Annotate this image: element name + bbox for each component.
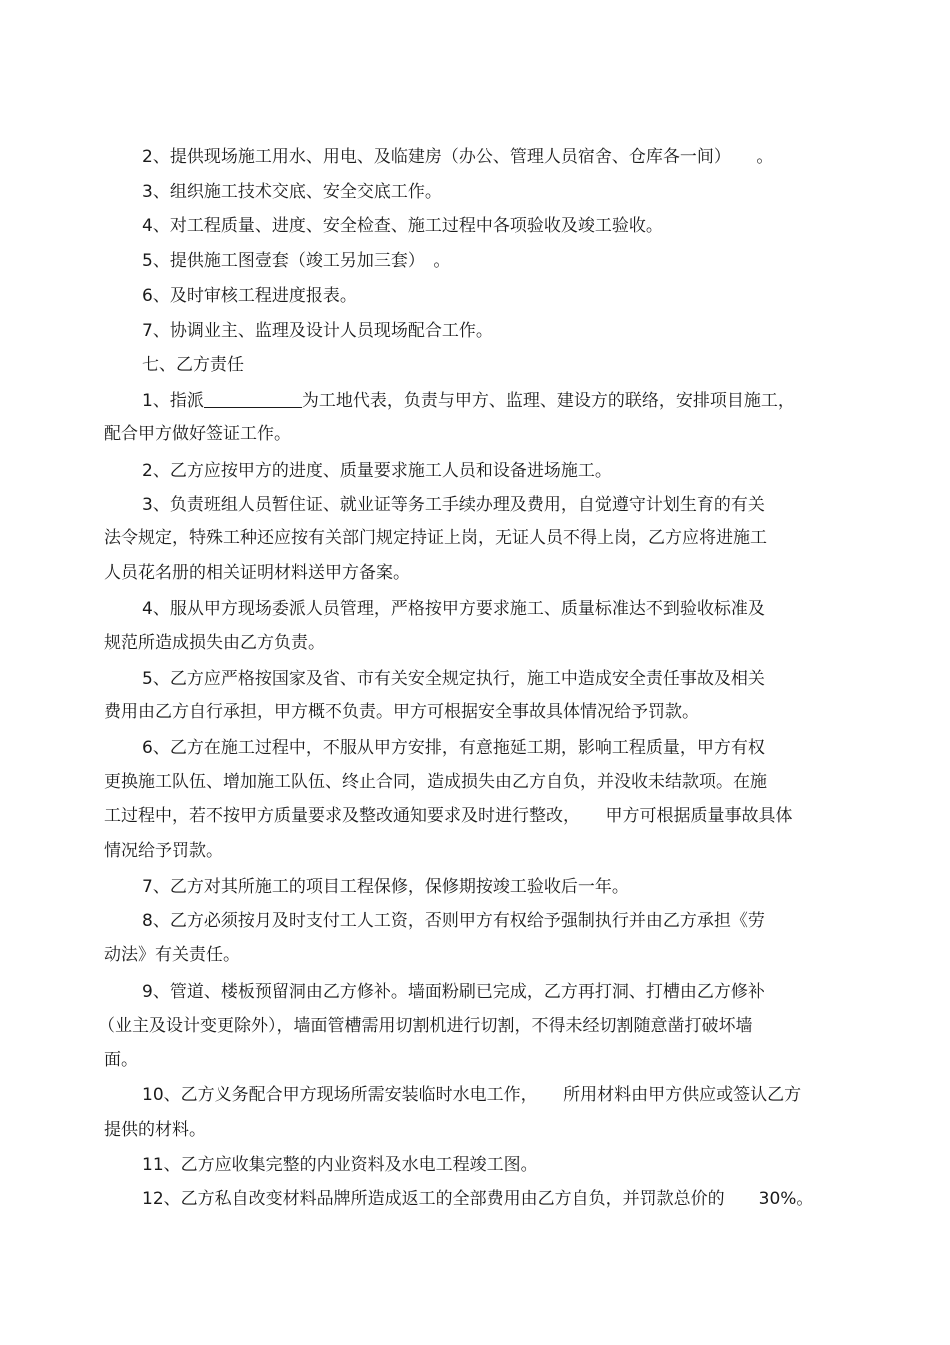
text-line	[142, 389, 795, 412]
text-line: 9、管道、楼板预留洞由乙方修补。墙面粉刷已完成，乙方再打洞、打槽由乙方修补	[142, 982, 765, 1002]
text-line: （业主及设计变更除外），墙面管槽需用切割机进行切割，不得未经切割随意凿打破坏墙	[98, 1016, 753, 1036]
text-line: 8、乙方必须按月及时支付工人工资，否则甲方有权给予强制执行并由乙方承担《劳	[142, 911, 765, 931]
text-line: 工过程中，若不按甲方质量要求及整改通知要求及时进行整改， 甲方可根据质量事故具体	[104, 806, 793, 826]
text-line: 更换施工队伍、增加施工队伍、终止合同，造成损失由乙方自负，并没收未结款项。在施	[104, 772, 767, 792]
fill-in-blank	[204, 389, 302, 408]
text-line: 5、提供施工图壹套（竣工另加三套） 。	[142, 251, 451, 271]
text-line: 7、协调业主、监理及设计人员现场配合工作。	[142, 321, 493, 341]
text-line: 提供的材料。	[104, 1120, 206, 1140]
text-line: 3、组织施工技术交底、安全交底工作。	[142, 182, 442, 202]
text-line: 4、对工程质量、进度、安全检查、施工过程中各项验收及竣工验收。	[142, 216, 663, 236]
text-line: 6、乙方在施工过程中，不服从甲方安排，有意拖延工期，影响工程质量，甲方有权	[142, 738, 765, 758]
section-heading: 七、乙方责任	[142, 355, 244, 375]
text-line: 配合甲方做好签证工作。	[104, 424, 291, 444]
text-line: 2、乙方应按甲方的进度、质量要求施工人员和设备进场施工。	[142, 461, 612, 481]
text-line: 规范所造成损失由乙方负责。	[104, 633, 325, 653]
text-line: 费用由乙方自行承担，甲方概不负责。甲方可根据安全事故具体情况给予罚款。	[104, 702, 699, 722]
text-line: 法令规定，特殊工种还应按有关部门规定持证上岗，无证人员不得上岗，乙方应将进施工	[104, 528, 767, 548]
text-line: 情况给予罚款。	[104, 841, 223, 861]
text-line: 动法》有关责任。	[104, 945, 240, 965]
text-line: 2、提供现场施工用水、用电、及临建房（办公、管理人员宿舍、仓库各一间） 。	[142, 147, 774, 167]
text-line: 3、负责班组人员暂住证、就业证等务工手续办理及费用，自觉遵守计划生育的有关	[142, 495, 765, 515]
text-fragment: 1、指派	[142, 391, 204, 411]
text-line: 12、乙方私自改变材料品牌所造成返工的全部费用由乙方自负，并罚款总价的 30%。	[142, 1189, 814, 1209]
text-fragment: 为工地代表，负责与甲方、监理、建设方的联络，安排项目施工，	[301, 391, 795, 411]
text-line: 6、及时审核工程进度报表。	[142, 286, 357, 306]
text-line: 7、乙方对其所施工的项目工程保修，保修期按竣工验收后一年。	[142, 877, 629, 897]
text-line: 5、乙方应严格按国家及省、市有关安全规定执行，施工中造成安全责任事故及相关	[142, 669, 765, 689]
text-line: 11、乙方应收集完整的内业资料及水电工程竣工图。	[142, 1155, 538, 1175]
text-line: 4、服从甲方现场委派人员管理，严格按甲方要求施工、质量标准达不到验收标准及	[142, 599, 765, 619]
text-line: 面。	[104, 1050, 138, 1070]
text-line: 10、乙方义务配合甲方现场所需安装临时水电工作， 所用材料由甲方供应或签认乙方	[142, 1085, 802, 1105]
text-line: 人员花名册的相关证明材料送甲方备案。	[104, 563, 410, 583]
